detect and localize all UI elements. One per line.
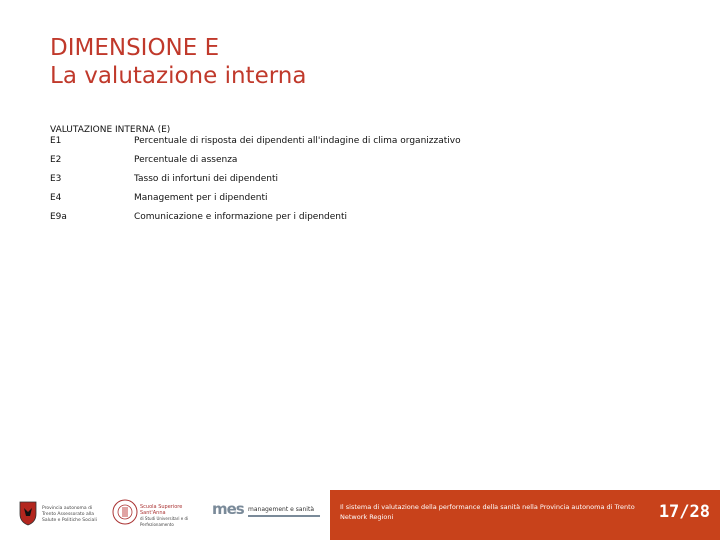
page-number: 17/28 [658,502,710,522]
indicator-description: Comunicazione e informazione per i dipendenti [134,212,348,222]
page-title [50,34,306,90]
title-line-2: La valutazione interna [50,63,307,89]
indicator-description: Management per i dipendenti [134,193,268,203]
indicator-code: E4 [50,193,62,203]
indicator-description: Tasso di infortuni dei dipendenti [134,174,278,184]
footer-caption-line-2: Network Regioni [340,513,394,521]
mes-logo-underline [248,515,320,517]
logo-santanna-text: Scuola Superiore Sant'Anna [140,504,183,516]
indicator-code: E1 [50,136,62,146]
section-heading: VALUTAZIONE INTERNA (E) [50,125,171,135]
indicator-description: Percentuale di assenza [134,155,238,165]
footer-band [330,490,720,540]
indicator-code: E3 [50,174,62,184]
logo-trento-text: Provincia autonoma di Trento Assessorato alla Salute e Politiche Sociali [42,506,97,523]
coat-of-arms-icon [18,500,38,526]
mes-logo-mark: mes [212,500,244,518]
title-line-1: DIMENSIONE E [50,35,220,61]
indicator-code: E2 [50,155,62,165]
logo-santanna-subtext: di Studi Universitari e di Perfezionamento [140,516,189,527]
footer-logos [0,490,330,540]
footer-caption-line-1: Il sistema di valutazione della performance della sanità nella Provincia autonoma di Trento [340,503,635,511]
footer [0,490,720,540]
indicator-description: Percentuale di risposta dei dipendenti all'indagine di clima organizzativo [134,136,461,146]
footer-caption [340,502,640,522]
seal-icon [112,498,138,526]
indicator-code: E9a [50,212,67,222]
mes-logo-text: management e sanità [248,506,314,513]
